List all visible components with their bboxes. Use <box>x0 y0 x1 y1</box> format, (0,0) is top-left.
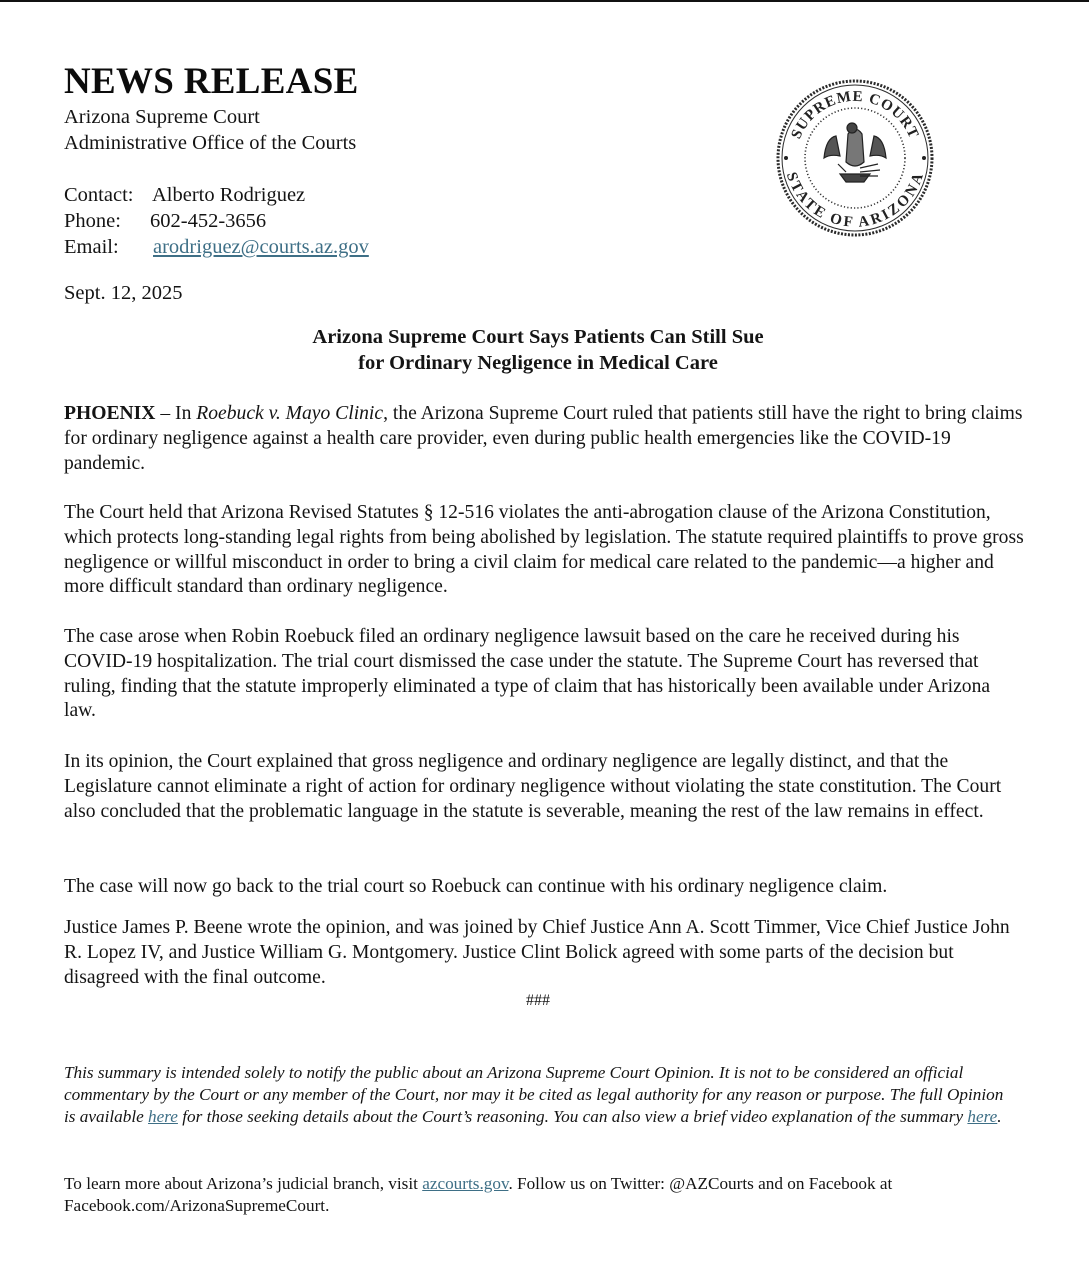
phone-number: 602-452-3656 <box>150 210 267 232</box>
paragraph-2: The Court held that Arizona Revised Statutes § 12-516 violates the anti-abrogation clause of the Arizona Constitution, which protects long-standing legal rights from being abolished by legislation. The statute required plaintiffs to prove gross negligence or willful misconduct in order to bring a civil claim for medical care related to the pandemic—a higher and more difficult standard than ordinary negligence. <box>64 502 1024 598</box>
paragraph-3: The case arose when Robin Roebuck filed an ordinary negligence lawsuit based on the care he received during his COVID-19 hospitalization. The trial court dismissed the case under the statute. The Supreme Court has reversed that ruling, finding that the statute improperly eliminated a type of claim that has historically been available under Arizona law. <box>64 626 991 722</box>
disclaimer <box>64 1062 1014 1127</box>
seal-graphic <box>774 78 936 238</box>
video-explanation-link[interactable]: here <box>967 1106 998 1126</box>
news-release-title: NEWS RELEASE <box>64 61 359 102</box>
contact-name: Alberto Rodriguez <box>152 184 306 206</box>
org-name: Arizona Supreme Court <box>64 106 260 128</box>
disclaimer-text-2: for those seeking details about the Court’s reasoning. You can also view a brief video explanation of the summary <box>177 1106 968 1126</box>
seal-bottom-text: STATE OF ARIZONA <box>782 170 928 231</box>
full-opinion-link[interactable]: here <box>148 1106 178 1126</box>
dateline-dash: – In <box>155 403 197 424</box>
end-mark: ### <box>526 992 550 1009</box>
paragraph-4: In its opinion, the Court explained that gross negligence and ordinary negligence are legally distinct, and that the Legislature cannot eliminate a right of action for ordinary negligence without violating the state constitution. The Court also concluded that the problematic language in the statute is severable, meaning the rest of the law remains in effect. <box>64 751 1002 822</box>
paragraph-5: The case will now go back to the trial court so Roebuck can continue with his ordinary negligence claim. <box>64 876 888 897</box>
email-label: Email: <box>64 236 119 258</box>
headline-line-1: Arizona Supreme Court Says Patients Can Still Sue <box>312 326 764 348</box>
supreme-court-seal-icon <box>774 78 936 238</box>
disclaimer-text-1: This summary is intended solely to notify the public about an Arizona Supreme Court Opinion. It is not to be considered an official commentary by the Court or any member of the Court, nor may it be cited as legal authority for any reason or purpose. The full Opinion is available <box>64 1063 1004 1126</box>
seal-top-text: SUPREME COURT <box>788 88 922 142</box>
release-date: Sept. 12, 2025 <box>64 282 183 304</box>
paragraph-1 <box>64 402 1024 476</box>
contact-row <box>64 182 306 208</box>
dateline: PHOENIX <box>64 403 156 424</box>
footer-text-1: To learn more about Arizona’s judicial branch, visit <box>64 1174 423 1193</box>
headline <box>64 324 1012 376</box>
phone-row <box>64 208 267 234</box>
eagle-icon <box>824 123 886 182</box>
contact-label: Contact: <box>64 184 134 206</box>
headline-line-2: for Ordinary Negligence in Medical Care <box>358 352 718 374</box>
email-link[interactable]: arodriguez@courts.az.gov <box>153 236 369 258</box>
case-name: Roebuck v. Mayo Clinic <box>196 403 384 424</box>
email-row <box>64 234 369 260</box>
disclaimer-text-3: . <box>997 1106 1002 1126</box>
phone-label: Phone: <box>64 210 121 232</box>
paragraph-6: Justice James P. Beene wrote the opinion, and was joined by Chief Justice Ann A. Scott Timmer, Vice Chief Justice John R. Lopez IV, and Justice William G. Montgomery. Justice Clint Bolick agreed with some parts of the decision but disagreed with the final outcome. <box>64 917 1010 988</box>
footer-text-2: . Follow us on Twitter: @AZCourts and on Facebook at Facebook.com/ArizonaSupremeCourt. <box>64 1174 893 1215</box>
paragraph-1-text: , the Arizona Supreme Court ruled that patients still have the right to bring claims for ordinary negligence against a health care provider, even during public health emergencies like the COVID-19 pandemic. <box>64 403 1023 474</box>
azcourts-link[interactable]: azcourts.gov <box>422 1174 509 1193</box>
org-office: Administrative Office of the Courts <box>64 132 357 154</box>
footer <box>64 1173 1014 1217</box>
